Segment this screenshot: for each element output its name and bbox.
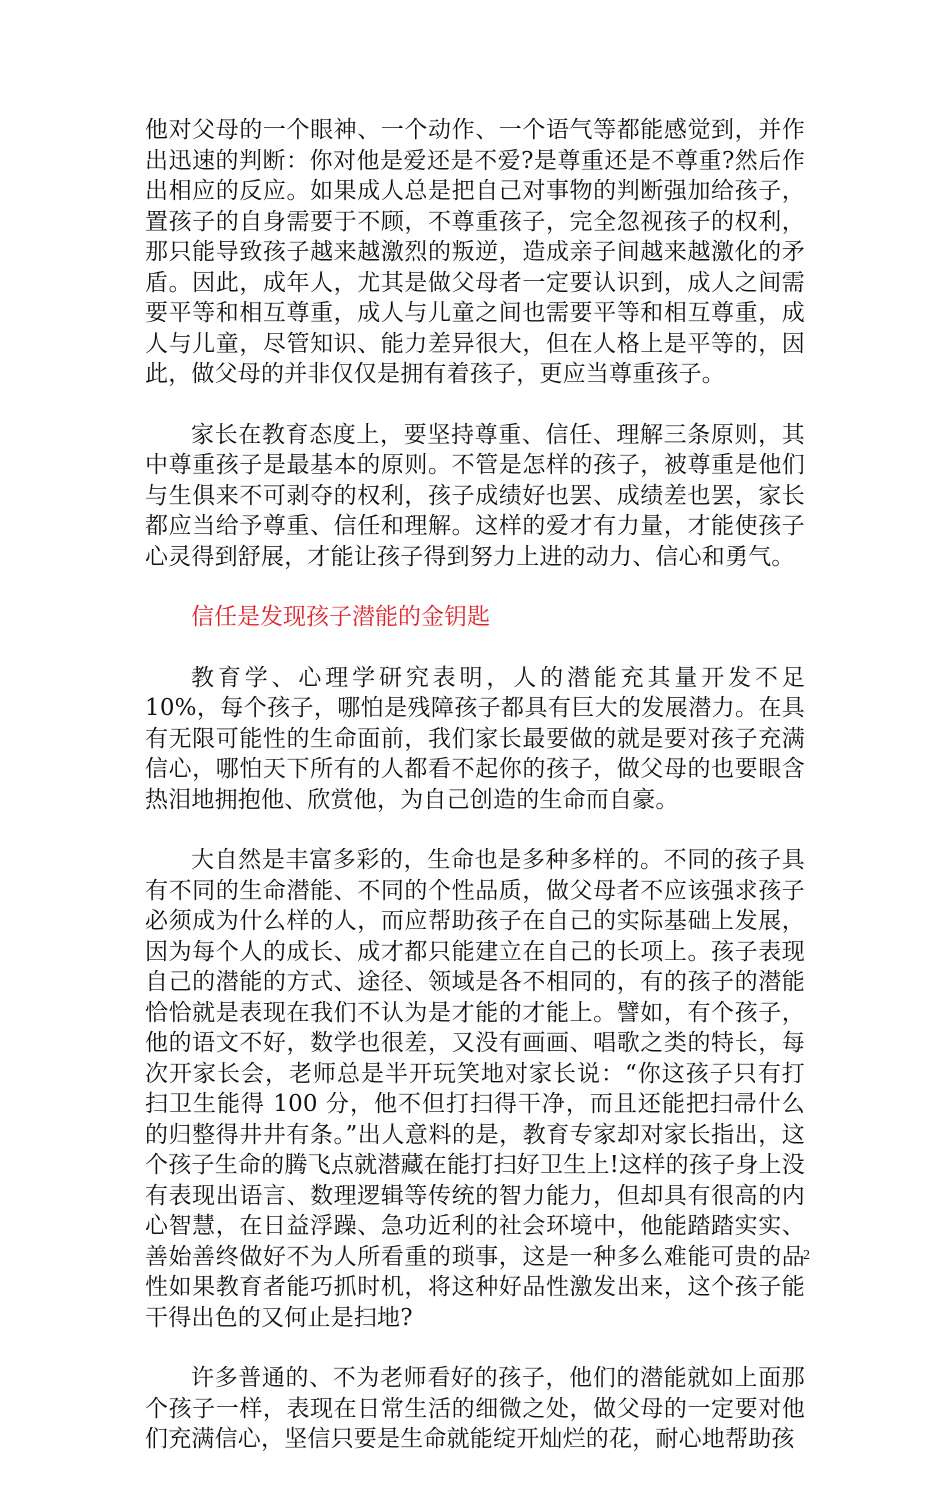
section-heading: 信任是发现孩子潜能的金钥匙 — [191, 604, 490, 630]
paragraph-continued: 他对父母的一个眼神、一个动作、一个语气等都能感觉到，并作出迅速的判断：你对他是爱还是不爱?是尊重还是不尊重?然后作出相应的反应。如果成人总是把自己对事物的判断强加给孩子，置孩子的自身需要于不顾，不尊重孩子，完全忽视孩子的权利，那只能导致孩子越来越激烈的叛逆，造成亲子间越来越激化的矛盾。因此，成年人，尤其是做父母者一定要认识到，成人之间需要平等和相互尊重，成人与儿童之间也需要平等和相互尊重，成人与儿童，尽管知识、能力差异很大，但在人格上是平等的，因此，做父母的并非仅仅是拥有着孩子，更应当尊重孩子。 — [145, 117, 805, 387]
document-body — [145, 115, 805, 1485]
paragraph: 大自然是丰富多彩的，生命也是多种多样的。不同的孩子具有不同的生命潜能、不同的个性品质，做父母者不应该强求孩子必须成为什么样的人，而应帮助孩子在自己的实际基础上发展，因为每个人的成长、成才都只能建立在自己的长项上。孩子表现自己的潜能的方式、途径、领域是各不相同的，有的孩子的潜能恰恰就是表现在我们不认为是才能的才能上。譬如，有个孩子，他的语文不好，数学也很差，又没有画画、唱歌之类的特长，每次开家长会，老师总是半开玩笑地对家长说：“你这孩子只有打扫卫生能得 100 分，他不但打扫得干净，而且还能把扫帚什么的归整得井井有条。”出人意料的是，教育专家却对家长指出，这个孩子生命的腾飞点就潜藏在能打扫好卫生上!这样的孩子身上没有表现出语言、数理逻辑等传统的智力能力，但却具有很高的内心智慧，在日益浮躁、急功近利的社会环境中，他能踏踏实实、善始善终做好不为人所看重的琐事，这是一种多么难能可贵的品性如果教育者能巧抓时机，将这种好品性激发出来，这个孩子能干得出色的又何止是扫地? — [145, 847, 805, 1331]
paragraph: 教育学、心理学研究表明，人的潜能充其量开发不足 10%，每个孩子，哪怕是残障孩子都具有巨大的发展潜力。在具有无限可能性的生命面前，我们家长最要做的就是要对孩子充满信心，哪怕天下所有的人都看不起你的孩子，做父母的也要眼含热泪地拥抱他、欣赏他，为自己创造的生命而自豪。 — [145, 664, 805, 813]
page-number: 2 — [803, 1248, 810, 1263]
paragraph: 许多普通的、不为老师看好的孩子，他们的潜能就如上面那个孩子一样，表现在日常生活的细微之处，做父母的一定要对他们充满信心，坚信只要是生命就能绽开灿烂的花，耐心地帮助孩 — [145, 1365, 805, 1452]
paragraph: 家长在教育态度上，要坚持尊重、信任、理解三条原则，其中尊重孩子是最基本的原则。不管是怎样的孩子，被尊重是他们与生俱来不可剥夺的权利，孩子成绩好也罢、成绩差也罢，家长都应当给予尊重、信任和理解。这样的爱才有力量，才能使孩子心灵得到舒展，才能让孩子得到努力上进的动力、信心和勇气。 — [145, 421, 805, 570]
